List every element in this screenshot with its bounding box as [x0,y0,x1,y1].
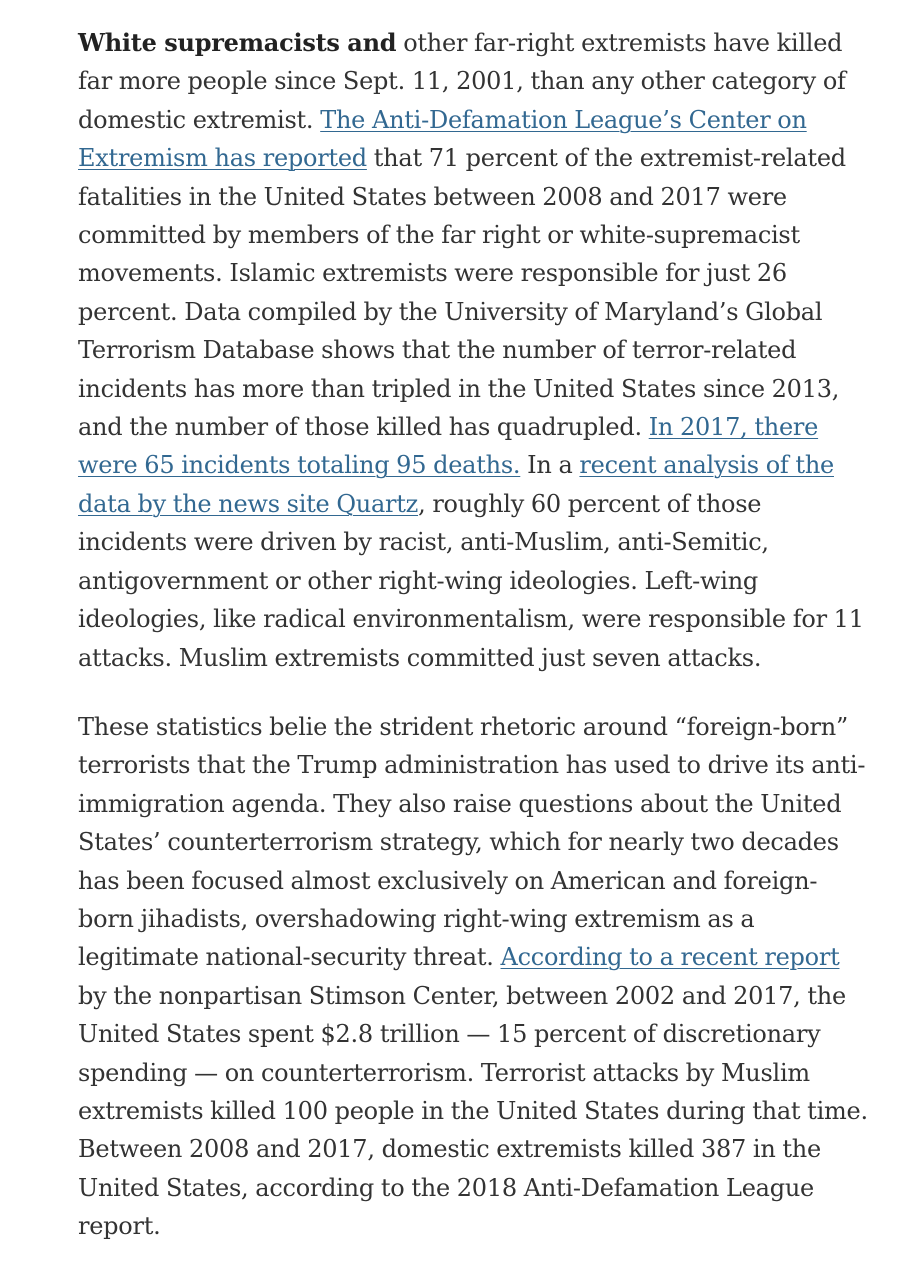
article-body [78,24,868,1277]
quartz-analysis-link[interactable]: recent analysis of the data by the news site Quartz [78,451,834,518]
paragraph-2 [78,708,868,1246]
incidents-2017-link[interactable]: In 2017, there were 65 incidents totaling 95 deaths. [78,413,819,480]
paragraph-text: These statistics belie the strident rhetoric around “foreign-born” terrorists that the Trump administration has used to drive its anti-immigration agenda. They also raise questions about the United States’ counterterrorism strategy, which for nearly two decades has been focused almost exclusively on American and foreign-born jihadists, overshadowing right-wing extremism as a legitimate national-security threat. [78,712,866,972]
paragraph-text: , roughly 60 percent of those incidents were driven by racist, anti-Muslim, anti-Semitic, antigovernment or other right-wing ideologies. Left-wing ideologies, like radical environmentalism, were responsible for 11 attacks. Muslim extremists committed just seven attacks. [78,489,864,672]
paragraph-text: other far-right extremists have killed far more people since Sept. 11, 2001, than any other category of domestic extremist. [78,29,846,134]
paragraph-text: that 71 percent of the extremist-related fatalities in the United States between 2008 and 2017 were committed by members of the far right or white-supremacist movements. Islamic extremists were responsible for just 26 percent. Data compiled by the University of Maryland’s Global Terrorism Database shows that the number of terror-related incidents has more than tripled in the United States since 2013, and the number of those killed has quadrupled. [78,144,846,442]
stimson-report-link[interactable]: According to a recent report [500,943,840,972]
paragraph-text: by the nonpartisan Stimson Center, between 2002 and 2017, the United States spent $2.8 trillion — 15 percent of discretionary spending — on counterterrorism. Terrorist attacks by Muslim extremists killed 100 people in the United States during that time. Between 2008 and 2017, domestic extremists killed 387 in the United States, according to the 2018 Anti-Defamation League report. [78,981,868,1241]
paragraph-text: In a [520,451,580,480]
paragraph-1 [78,24,868,677]
adl-report-link[interactable]: The Anti-Defamation League’s Center on Extremism has reported [78,105,807,173]
lead-in-bold: White supremacists and [78,28,397,57]
